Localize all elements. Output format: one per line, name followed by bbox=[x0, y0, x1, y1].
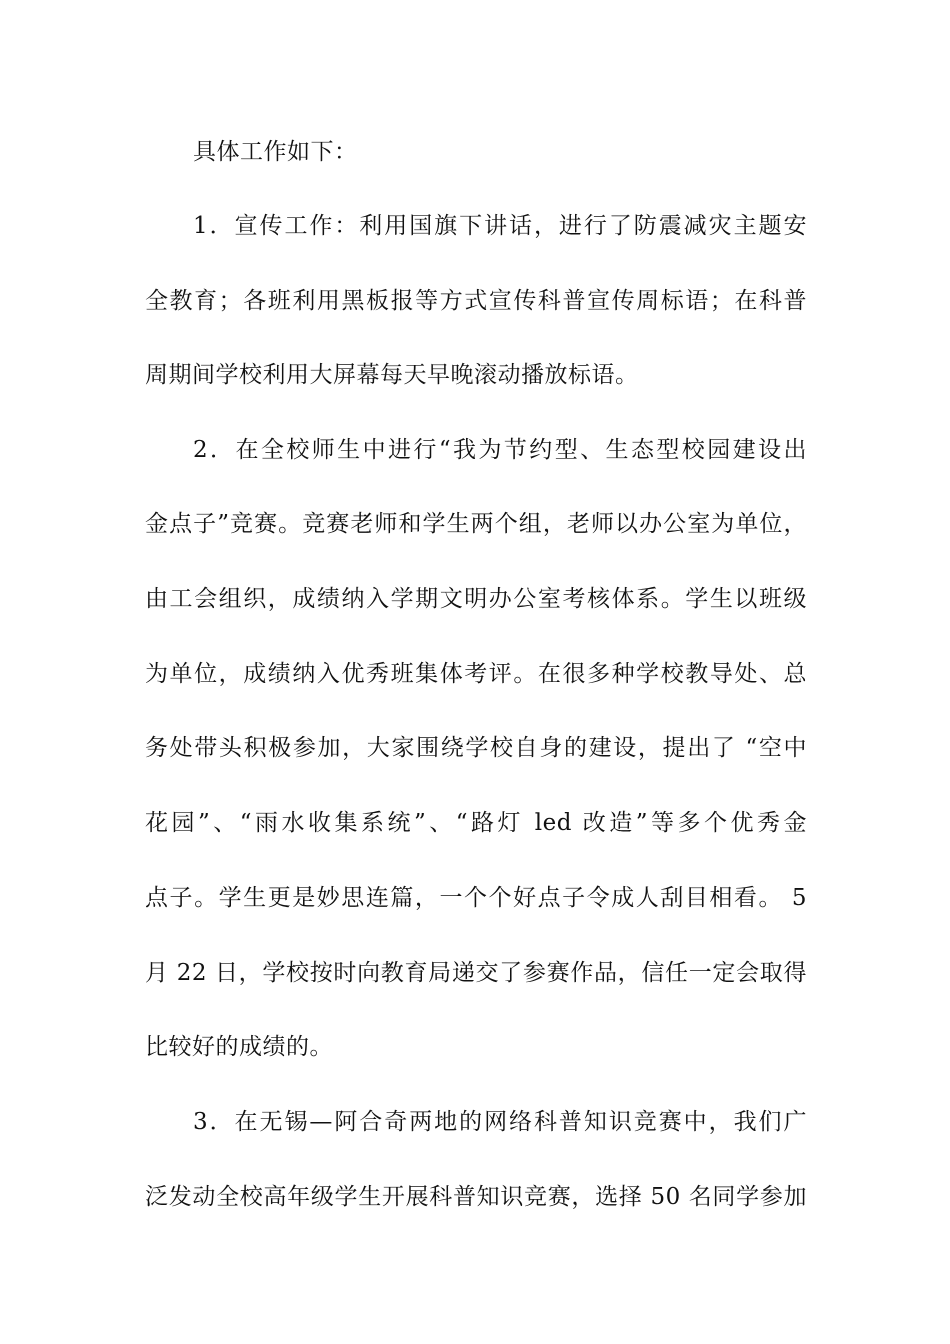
item-3-line-1: 3．在无锡—阿合奇两地的网络科普知识竞赛中，我们广 bbox=[193, 1109, 807, 1135]
item-2-line-7: 点子。学生更是妙思连篇，一个个好点子令成人刮目相看。 5 bbox=[145, 885, 807, 911]
paragraph-intro-line: 具体工作如下： bbox=[193, 139, 358, 165]
item-2-line-8: 月 22 日，学校按时向教育局递交了参赛作品，信任一定会取得 bbox=[145, 960, 807, 986]
item-1-line-2: 全教育；各班利用黑板报等方式宣传科普宣传周标语；在科普 bbox=[145, 288, 807, 314]
item-2-line-2: 金点子”竞赛。竞赛老师和学生两个组，老师以办公室为单位， bbox=[145, 511, 807, 537]
item-2-line-3: 由工会组织，成绩纳入学期文明办公室考核体系。学生以班级 bbox=[145, 586, 807, 612]
item-2-line-5: 务处带头积极参加，大家围绕学校自身的建设，提出了 “空中 bbox=[145, 735, 807, 761]
item-1-line-3: 周期间学校利用大屏幕每天早晚滚动播放标语。 bbox=[145, 362, 639, 388]
item-2-line-6: 花园”、“雨水收集系统”、“路灯 led 改造”等多个优秀金 bbox=[145, 810, 807, 836]
item-3-line-2: 泛发动全校高年级学生开展科普知识竞赛，选择 50 名同学参加 bbox=[145, 1184, 807, 1210]
item-1-line-1: 1．宣传工作：利用国旗下讲话，进行了防震减灾主题安 bbox=[193, 213, 807, 239]
item-2-line-4: 为单位，成绩纳入优秀班集体考评。在很多种学校教导处、总 bbox=[145, 661, 807, 687]
item-2-line-1: 2．在全校师生中进行“我为节约型、生态型校园建设出 bbox=[193, 437, 807, 463]
item-2-line-9: 比较好的成绩的。 bbox=[145, 1034, 333, 1060]
